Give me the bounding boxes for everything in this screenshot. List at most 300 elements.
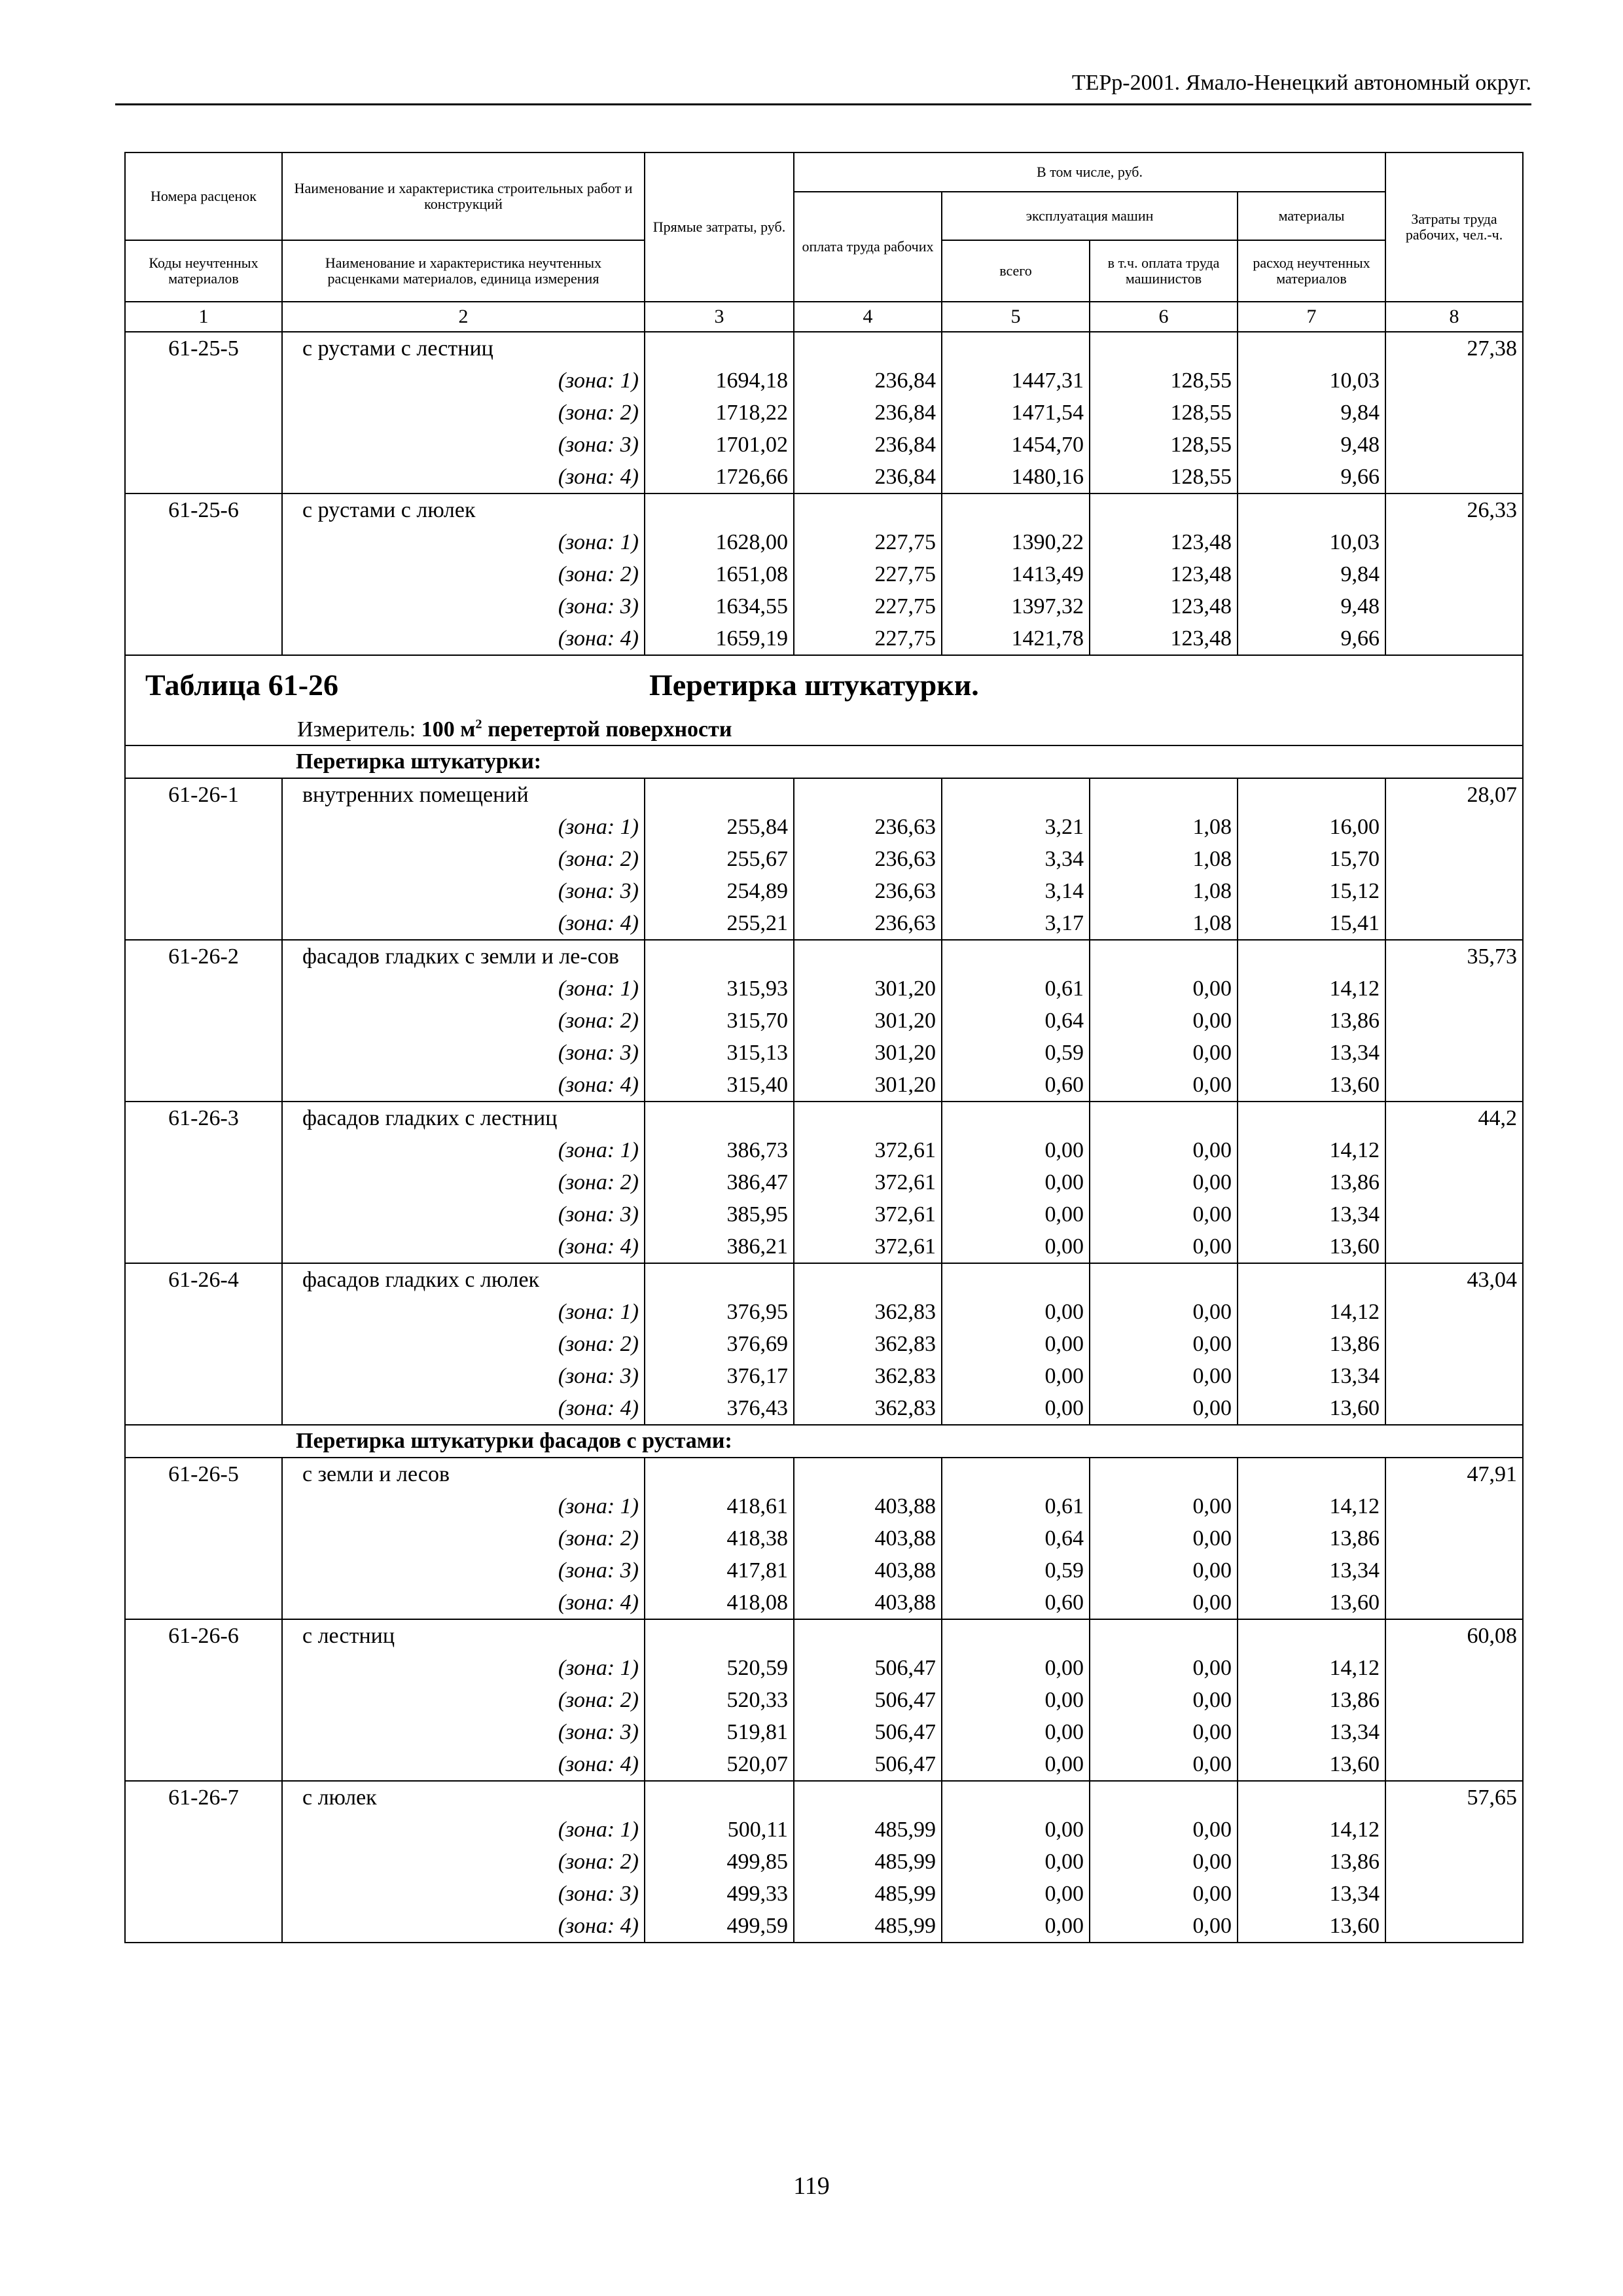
materials: 13,60: [1238, 1230, 1385, 1263]
empty-cell: [125, 907, 282, 940]
col-number: 3: [645, 302, 794, 332]
table-row: [125, 811, 1523, 843]
table-caption: Перетирка штукатурки.: [649, 668, 979, 702]
table-row: [125, 1198, 1523, 1230]
table-row: [125, 1554, 1523, 1587]
empty-cell: [1385, 1296, 1523, 1328]
labor-costs: 27,38: [1385, 332, 1523, 365]
direct-costs: 255,84: [645, 811, 794, 843]
empty-cell: [794, 940, 942, 973]
table-row: [125, 1652, 1523, 1684]
machinist-pay: 0,00: [1090, 1748, 1238, 1781]
zone-label: (зона: 4): [282, 622, 645, 655]
empty-cell: [1385, 1814, 1523, 1846]
rate-code: 61-25-6: [125, 493, 282, 526]
machines-total: 0,60: [942, 1069, 1090, 1102]
materials: 14,12: [1238, 1652, 1385, 1684]
table-row: [125, 1069, 1523, 1102]
materials: 13,34: [1238, 1198, 1385, 1230]
empty-cell: [1385, 461, 1523, 493]
machines-total: 3,14: [942, 875, 1090, 907]
empty-cell: [1385, 1878, 1523, 1910]
empty-cell: [1385, 1846, 1523, 1878]
materials: 13,86: [1238, 1166, 1385, 1198]
zone-label: (зона: 2): [282, 1328, 645, 1360]
direct-costs: 520,33: [645, 1684, 794, 1716]
machinist-pay: 0,00: [1090, 1134, 1238, 1166]
zone-label: (зона: 4): [282, 1392, 645, 1425]
labor-pay: 362,83: [794, 1328, 942, 1360]
empty-cell: [794, 1102, 942, 1134]
empty-cell: [1385, 1069, 1523, 1102]
empty-cell: [1090, 1458, 1238, 1490]
empty-cell: [942, 1458, 1090, 1490]
section-title: Перетирка штукатурки фасадов с рустами:: [125, 1425, 1523, 1458]
empty-cell: [1385, 1166, 1523, 1198]
materials: 13,34: [1238, 1037, 1385, 1069]
empty-cell: [1090, 778, 1238, 811]
materials: 10,03: [1238, 526, 1385, 558]
machinist-pay: 0,00: [1090, 1328, 1238, 1360]
empty-cell: [645, 493, 794, 526]
materials: 13,60: [1238, 1748, 1385, 1781]
col-machines: эксплуатация машин: [942, 192, 1238, 240]
machinist-pay: 0,00: [1090, 1652, 1238, 1684]
empty-cell: [645, 1263, 794, 1296]
machinist-pay: 0,00: [1090, 1554, 1238, 1587]
materials: 13,34: [1238, 1878, 1385, 1910]
materials: 9,66: [1238, 461, 1385, 493]
labor-costs: 26,33: [1385, 493, 1523, 526]
direct-costs: 385,95: [645, 1198, 794, 1230]
direct-costs: 520,07: [645, 1748, 794, 1781]
labor-pay: 227,75: [794, 558, 942, 590]
zone-label: (зона: 1): [282, 1296, 645, 1328]
machines-total: 0,00: [942, 1652, 1090, 1684]
empty-cell: [1385, 1134, 1523, 1166]
col-machines-total: всего: [942, 240, 1090, 302]
materials: 13,86: [1238, 1684, 1385, 1716]
machines-total: 1421,78: [942, 622, 1090, 655]
empty-cell: [794, 493, 942, 526]
labor-pay: 236,84: [794, 397, 942, 429]
empty-cell: [1385, 1360, 1523, 1392]
empty-cell: [125, 1296, 282, 1328]
table-row: [125, 622, 1523, 655]
empty-cell: [942, 778, 1090, 811]
work-name: с земли и лесов: [282, 1458, 645, 1490]
rate-code: 61-26-2: [125, 940, 282, 973]
work-name: фасадов гладких с люлек: [282, 1263, 645, 1296]
direct-costs: 1701,02: [645, 429, 794, 461]
table-row: [125, 526, 1523, 558]
empty-cell: [125, 1037, 282, 1069]
empty-cell: [125, 429, 282, 461]
zone-label: (зона: 2): [282, 843, 645, 875]
empty-cell: [125, 875, 282, 907]
zone-label: (зона: 1): [282, 973, 645, 1005]
empty-cell: [125, 1328, 282, 1360]
empty-cell: [942, 940, 1090, 973]
labor-pay: 236,63: [794, 843, 942, 875]
materials: 13,34: [1238, 1554, 1385, 1587]
direct-costs: 376,17: [645, 1360, 794, 1392]
rate-code: 61-26-1: [125, 778, 282, 811]
machinist-pay: 128,55: [1090, 461, 1238, 493]
direct-costs: 418,61: [645, 1490, 794, 1522]
materials: 9,84: [1238, 397, 1385, 429]
table-section-2-title: [125, 1425, 1523, 1458]
materials: 13,60: [1238, 1069, 1385, 1102]
table-row: [125, 1522, 1523, 1554]
col-number: 1: [125, 302, 282, 332]
rate-code: 61-26-7: [125, 1781, 282, 1814]
materials: 14,12: [1238, 1296, 1385, 1328]
zone-label: (зона: 1): [282, 811, 645, 843]
work-name: с лестниц: [282, 1619, 645, 1652]
labor-pay: 301,20: [794, 973, 942, 1005]
empty-cell: [1238, 332, 1385, 365]
empty-cell: [125, 1134, 282, 1166]
empty-cell: [942, 1102, 1090, 1134]
empty-cell: [125, 1716, 282, 1748]
labor-pay: 372,61: [794, 1166, 942, 1198]
machinist-pay: 1,08: [1090, 811, 1238, 843]
empty-cell: [125, 1230, 282, 1263]
direct-costs: 376,43: [645, 1392, 794, 1425]
machinist-pay: 0,00: [1090, 1198, 1238, 1230]
table-row: [125, 973, 1523, 1005]
empty-cell: [942, 1781, 1090, 1814]
col-number: 8: [1385, 302, 1523, 332]
direct-costs: 255,67: [645, 843, 794, 875]
zone-label: (зона: 4): [282, 1748, 645, 1781]
table-row: [125, 332, 1523, 365]
zone-label: (зона: 4): [282, 1230, 645, 1263]
empty-cell: [794, 1619, 942, 1652]
labor-pay: 506,47: [794, 1684, 942, 1716]
col-number: 2: [282, 302, 645, 332]
labor-pay: 506,47: [794, 1748, 942, 1781]
zone-label: (зона: 2): [282, 397, 645, 429]
zone-label: (зона: 3): [282, 590, 645, 622]
table-row: [125, 1392, 1523, 1425]
empty-cell: [1385, 907, 1523, 940]
machines-total: 0,00: [942, 1684, 1090, 1716]
machinist-pay: 0,00: [1090, 1490, 1238, 1522]
machinist-pay: 0,00: [1090, 1587, 1238, 1619]
table-row: [125, 493, 1523, 526]
machines-total: 1454,70: [942, 429, 1090, 461]
machines-total: 3,17: [942, 907, 1090, 940]
materials: 16,00: [1238, 811, 1385, 843]
rate-code: 61-26-6: [125, 1619, 282, 1652]
empty-cell: [125, 973, 282, 1005]
materials: 9,48: [1238, 590, 1385, 622]
machinist-pay: 0,00: [1090, 1392, 1238, 1425]
table-row: [125, 1102, 1523, 1134]
empty-cell: [645, 1102, 794, 1134]
labor-pay: 227,75: [794, 526, 942, 558]
empty-cell: [1385, 811, 1523, 843]
materials: 9,66: [1238, 622, 1385, 655]
table-row: [125, 1748, 1523, 1781]
machines-total: 1390,22: [942, 526, 1090, 558]
work-name: фасадов гладких с лестниц: [282, 1102, 645, 1134]
zone-label: (зона: 1): [282, 1490, 645, 1522]
machines-total: 0,00: [942, 1328, 1090, 1360]
labor-pay: 236,63: [794, 875, 942, 907]
machinist-pay: 128,55: [1090, 397, 1238, 429]
zone-label: (зона: 1): [282, 1652, 645, 1684]
empty-cell: [1385, 429, 1523, 461]
zone-label: (зона: 4): [282, 461, 645, 493]
empty-cell: [125, 1846, 282, 1878]
zone-label: (зона: 2): [282, 1684, 645, 1716]
machinist-pay: 0,00: [1090, 1522, 1238, 1554]
direct-costs: 376,95: [645, 1296, 794, 1328]
labor-pay: 485,99: [794, 1846, 942, 1878]
empty-cell: [1238, 778, 1385, 811]
rate-code: 61-26-3: [125, 1102, 282, 1134]
running-header: ТЕРр-2001. Ямало-Ненецкий автономный округ.: [1071, 71, 1531, 95]
empty-cell: [1385, 1392, 1523, 1425]
work-name: внутренних помещений: [282, 778, 645, 811]
direct-costs: 499,33: [645, 1878, 794, 1910]
machines-total: 0,00: [942, 1134, 1090, 1166]
machines-total: 0,00: [942, 1814, 1090, 1846]
empty-cell: [125, 1878, 282, 1910]
empty-cell: [1385, 1230, 1523, 1263]
machines-total: 0,61: [942, 1490, 1090, 1522]
machines-total: 0,00: [942, 1878, 1090, 1910]
col-including: В том числе, руб.: [794, 152, 1385, 192]
machinist-pay: 0,00: [1090, 1814, 1238, 1846]
table-row: [125, 907, 1523, 940]
labor-pay: 372,61: [794, 1198, 942, 1230]
materials: 13,60: [1238, 1910, 1385, 1943]
machinist-pay: 0,00: [1090, 1005, 1238, 1037]
machines-total: 1447,31: [942, 365, 1090, 397]
machines-total: 0,00: [942, 1392, 1090, 1425]
machines-total: 0,00: [942, 1910, 1090, 1943]
direct-costs: 1628,00: [645, 526, 794, 558]
table-row: [125, 843, 1523, 875]
labor-pay: 236,84: [794, 461, 942, 493]
col-rate-numbers: Номера расценок: [125, 152, 282, 240]
table-header: [125, 152, 1523, 332]
direct-costs: 315,70: [645, 1005, 794, 1037]
empty-cell: [645, 1619, 794, 1652]
table-row: [125, 1878, 1523, 1910]
machines-total: 1397,32: [942, 590, 1090, 622]
work-name: с рустами с лестниц: [282, 332, 645, 365]
empty-cell: [1385, 1554, 1523, 1587]
empty-cell: [1238, 940, 1385, 973]
materials: 14,12: [1238, 1134, 1385, 1166]
materials: 13,34: [1238, 1716, 1385, 1748]
empty-cell: [1385, 1716, 1523, 1748]
rate-code: 61-26-5: [125, 1458, 282, 1490]
machinist-pay: 0,00: [1090, 1716, 1238, 1748]
machinist-pay: 0,00: [1090, 1296, 1238, 1328]
empty-cell: [125, 461, 282, 493]
col-machinist-pay: в т.ч. оплата труда машинистов: [1090, 240, 1238, 302]
empty-cell: [125, 1005, 282, 1037]
direct-costs: 386,21: [645, 1230, 794, 1263]
machinist-pay: 0,00: [1090, 1230, 1238, 1263]
zone-label: (зона: 4): [282, 1910, 645, 1943]
zone-label: (зона: 3): [282, 1360, 645, 1392]
labor-costs: 60,08: [1385, 1619, 1523, 1652]
machines-total: 0,60: [942, 1587, 1090, 1619]
labor-pay: 403,88: [794, 1490, 942, 1522]
machinist-pay: 0,00: [1090, 1878, 1238, 1910]
col-labor-costs: Затраты труда рабочих, чел.-ч.: [1385, 152, 1523, 302]
empty-cell: [1385, 843, 1523, 875]
labor-costs: 43,04: [1385, 1263, 1523, 1296]
machines-total: 0,00: [942, 1296, 1090, 1328]
table-row: [125, 1619, 1523, 1652]
materials: 9,48: [1238, 429, 1385, 461]
labor-pay: 362,83: [794, 1296, 942, 1328]
measure-label: Измеритель:: [297, 717, 416, 742]
empty-cell: [645, 332, 794, 365]
direct-costs: 386,47: [645, 1166, 794, 1198]
empty-cell: [125, 1360, 282, 1392]
table-row: [125, 1263, 1523, 1296]
col-number: 5: [942, 302, 1090, 332]
empty-cell: [1385, 1652, 1523, 1684]
labor-pay: 301,20: [794, 1069, 942, 1102]
machines-total: 0,00: [942, 1748, 1090, 1781]
machines-total: 0,59: [942, 1037, 1090, 1069]
direct-costs: 418,08: [645, 1587, 794, 1619]
empty-cell: [1385, 365, 1523, 397]
col-materials: материалы: [1238, 192, 1385, 240]
col-number: 4: [794, 302, 942, 332]
table-row: [125, 1296, 1523, 1328]
empty-cell: [125, 1392, 282, 1425]
machines-total: 0,00: [942, 1360, 1090, 1392]
empty-cell: [1090, 1781, 1238, 1814]
direct-costs: 376,69: [645, 1328, 794, 1360]
labor-pay: 227,75: [794, 590, 942, 622]
labor-pay: 403,88: [794, 1554, 942, 1587]
direct-costs: 1659,19: [645, 622, 794, 655]
empty-cell: [794, 1458, 942, 1490]
materials: 15,70: [1238, 843, 1385, 875]
machines-total: 0,00: [942, 1846, 1090, 1878]
rate-code: 61-26-4: [125, 1263, 282, 1296]
materials: 14,12: [1238, 1814, 1385, 1846]
empty-cell: [125, 1490, 282, 1522]
machinist-pay: 0,00: [1090, 1910, 1238, 1943]
labor-pay: 301,20: [794, 1037, 942, 1069]
empty-cell: [125, 1069, 282, 1102]
empty-cell: [1238, 1619, 1385, 1652]
labor-costs: 35,73: [1385, 940, 1523, 973]
empty-cell: [1385, 973, 1523, 1005]
direct-costs: 519,81: [645, 1716, 794, 1748]
empty-cell: [794, 1263, 942, 1296]
table-row: [125, 940, 1523, 973]
zone-label: (зона: 4): [282, 1587, 645, 1619]
work-name: фасадов гладких с земли и ле-сов: [282, 940, 645, 973]
machines-total: 0,61: [942, 973, 1090, 1005]
labor-pay: 362,83: [794, 1392, 942, 1425]
col-unaccounted: расход неучтенных материалов: [1238, 240, 1385, 302]
empty-cell: [1090, 940, 1238, 973]
zone-label: (зона: 3): [282, 429, 645, 461]
machinist-pay: 0,00: [1090, 1684, 1238, 1716]
labor-pay: 227,75: [794, 622, 942, 655]
empty-cell: [645, 1458, 794, 1490]
labor-pay: 362,83: [794, 1360, 942, 1392]
labor-pay: 372,61: [794, 1230, 942, 1263]
materials: 10,03: [1238, 365, 1385, 397]
zone-label: (зона: 1): [282, 1134, 645, 1166]
machines-total: 0,00: [942, 1166, 1090, 1198]
empty-cell: [1385, 1748, 1523, 1781]
empty-cell: [1385, 1490, 1523, 1522]
zone-label: (зона: 3): [282, 1198, 645, 1230]
empty-cell: [1385, 1328, 1523, 1360]
empty-cell: [125, 590, 282, 622]
col-codes: Коды неучтенных материалов: [125, 240, 282, 302]
labor-costs: 28,07: [1385, 778, 1523, 811]
table-row: [125, 397, 1523, 429]
empty-cell: [1385, 1005, 1523, 1037]
empty-cell: [1385, 1910, 1523, 1943]
measure-sup: 2: [475, 717, 482, 732]
machinist-pay: 1,08: [1090, 843, 1238, 875]
empty-cell: [125, 843, 282, 875]
empty-cell: [794, 1781, 942, 1814]
empty-cell: [942, 1619, 1090, 1652]
table-row: [125, 1716, 1523, 1748]
machinist-pay: 123,48: [1090, 526, 1238, 558]
machines-total: 3,21: [942, 811, 1090, 843]
empty-cell: [1385, 1198, 1523, 1230]
labor-costs: 47,91: [1385, 1458, 1523, 1490]
direct-costs: 1694,18: [645, 365, 794, 397]
empty-cell: [125, 1522, 282, 1554]
table-row: [125, 1230, 1523, 1263]
machinist-pay: 0,00: [1090, 1360, 1238, 1392]
table-row: [125, 1360, 1523, 1392]
direct-costs: 499,85: [645, 1846, 794, 1878]
empty-cell: [942, 332, 1090, 365]
labor-pay: 403,88: [794, 1587, 942, 1619]
direct-costs: 520,59: [645, 1652, 794, 1684]
measure-value-rest: перетертой поверхности: [482, 717, 732, 742]
table-row: [125, 1458, 1523, 1490]
direct-costs: 499,59: [645, 1910, 794, 1943]
empty-cell: [645, 1781, 794, 1814]
labor-pay: 236,84: [794, 429, 942, 461]
labor-pay: 485,99: [794, 1814, 942, 1846]
table-row: [125, 1781, 1523, 1814]
table-row: [125, 1684, 1523, 1716]
zone-label: (зона: 3): [282, 1037, 645, 1069]
materials: 13,86: [1238, 1005, 1385, 1037]
labor-pay: 236,63: [794, 811, 942, 843]
materials: 13,34: [1238, 1360, 1385, 1392]
empty-cell: [1385, 1587, 1523, 1619]
direct-costs: 1651,08: [645, 558, 794, 590]
empty-cell: [125, 1684, 282, 1716]
